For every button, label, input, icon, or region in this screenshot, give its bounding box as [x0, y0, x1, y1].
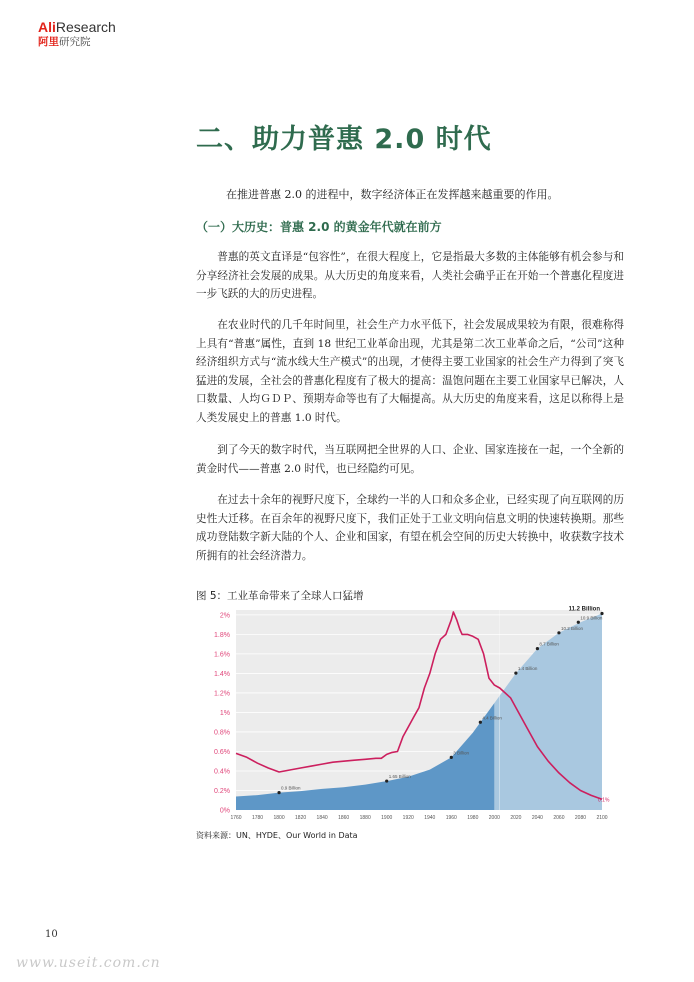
- population-marker: [385, 779, 388, 782]
- population-label: 10.9 Billion: [580, 615, 603, 621]
- population-label: 0.9 Billion: [281, 785, 301, 791]
- population-marker: [479, 721, 482, 724]
- y-tick-label: 0%: [219, 807, 230, 815]
- population-marker: [577, 621, 580, 624]
- x-tick-label: 1940: [424, 815, 436, 821]
- x-tick-label: 2000: [488, 815, 500, 821]
- y-tick-label: 0.2%: [214, 787, 230, 795]
- population-label: 3 Billion: [453, 750, 470, 756]
- watermark: www.useit.com.cn: [16, 955, 161, 971]
- figure-title: 图 5：工业革命带来了全球人口猛增: [196, 590, 364, 602]
- population-marker: [536, 647, 539, 650]
- lead-sentence: 在推进普惠 2.0 的进程中，数字经济体正在发挥越来越重要的作用。: [226, 188, 559, 201]
- x-tick-label: 2100: [596, 815, 608, 821]
- population-marker: [277, 791, 280, 794]
- x-tick-label: 2020: [510, 815, 522, 821]
- body-paragraph: 在过去十余年的视野尺度下，全球约一半的人口和众多企业，已经实现了向互联网的历史性大迁移。在百余年的视野尺度下，我们正处于工业文明向信息文明的快速转换期。那些成功登陆数字新大陆的个人、企业和国家，有望在机会空间的历史大转换中，收获数字技术所拥有的社会经济潜力。: [196, 494, 624, 562]
- y-tick-label: 1%: [219, 709, 230, 717]
- x-tick-label: 1760: [230, 815, 242, 821]
- logo-brand: Ali: [38, 19, 56, 35]
- population-marker: [514, 672, 517, 675]
- x-tick-label: 2040: [531, 815, 543, 821]
- population-marker: [600, 612, 603, 615]
- growth-end-label: 0.1%: [598, 797, 610, 804]
- source-note: 资料来源：UN、HYDE、Our World in Data: [196, 831, 358, 840]
- x-tick-label: 2080: [574, 815, 587, 821]
- population-marker: [557, 631, 560, 634]
- population-label: 4.4 Billion: [482, 715, 502, 721]
- subsection-title: （一）大历史：普惠 2.0 的黄金年代就在前方: [196, 220, 442, 234]
- x-tick-label: 1820: [295, 815, 307, 821]
- y-tick-label: 0.8%: [214, 729, 230, 737]
- population-label: 1.4 Billion: [517, 666, 538, 672]
- x-tick-label: 1880: [359, 815, 371, 821]
- population-marker: [450, 756, 453, 759]
- population-chart: [196, 598, 610, 832]
- logo-cn-rest: 研究院: [59, 36, 91, 48]
- logo-brand-rest: Research: [55, 19, 116, 35]
- body-paragraph: 普惠的英文直译是“包容性”，在很大程度上，它是指最大多数的主体能够有机会参与和分享经济社会发展的成果。从大历史的角度来看，人类社会确乎正在开始一个普惠化程度进一步飞跃的大的历史进程。: [196, 251, 624, 301]
- x-tick-label: 1860: [338, 815, 350, 821]
- x-tick-label: 1920: [402, 815, 414, 821]
- x-tick-label: 1780: [251, 815, 264, 821]
- y-tick-label: 1.8%: [214, 631, 230, 639]
- body-paragraph: 在农业时代的几千年时间里，社会生产力水平低下，社会发展成果较为有限，很难称得上具有“普惠”属性，直到 18 世纪工业革命出现，尤其是第二次工业革命之后，“公司”这种经济组织方式与“流水线大生产模式”的出现，才使得主要工业国家的社会生产力得到了突飞猛进的发展，全社会的普惠化程度有了极大的提高：温饱问题在主要工业国家早已解决，人口数量、人均ＧＤＰ、预期寿命等也有了大幅提高。从大历史的角度来看，这足以称得上是人类发展史上的普惠 1.0 时代。: [196, 319, 624, 424]
- chart-svg: [196, 598, 610, 828]
- y-tick-label: 1.6%: [214, 651, 230, 659]
- section-title: 二、助力普惠 2.0 时代: [196, 124, 492, 155]
- page-number: 10: [45, 929, 58, 940]
- aliresearch-logo: [38, 20, 116, 48]
- x-tick-label: 2060: [553, 815, 565, 821]
- y-tick-label: 0.4%: [214, 768, 230, 776]
- x-tick-label: 1800: [273, 815, 285, 821]
- y-tick-label: 1.4%: [214, 670, 230, 678]
- y-tick-label: 2%: [219, 612, 230, 620]
- x-tick-label: 1960: [445, 815, 457, 821]
- population-label: 10.2 Billion: [560, 625, 583, 631]
- x-tick-label: 1840: [316, 815, 328, 821]
- x-tick-label: 1900: [381, 815, 393, 821]
- population-label: 8.7 Billion: [539, 641, 559, 647]
- body-paragraph: 到了今天的数字时代，当互联网把全世界的人口、企业、国家连接在一起，一个全新的黄金时代——普惠 2.0 时代，也已经隐约可见。: [196, 444, 624, 475]
- y-tick-label: 1.2%: [214, 690, 230, 698]
- x-tick-label: 1980: [467, 815, 479, 821]
- y-tick-label: 0.6%: [214, 748, 230, 756]
- population-label: 11.2 Billion: [568, 606, 600, 613]
- logo-cn-brand: 阿里: [38, 36, 59, 48]
- population-label: 1.65 Billion: [388, 774, 411, 780]
